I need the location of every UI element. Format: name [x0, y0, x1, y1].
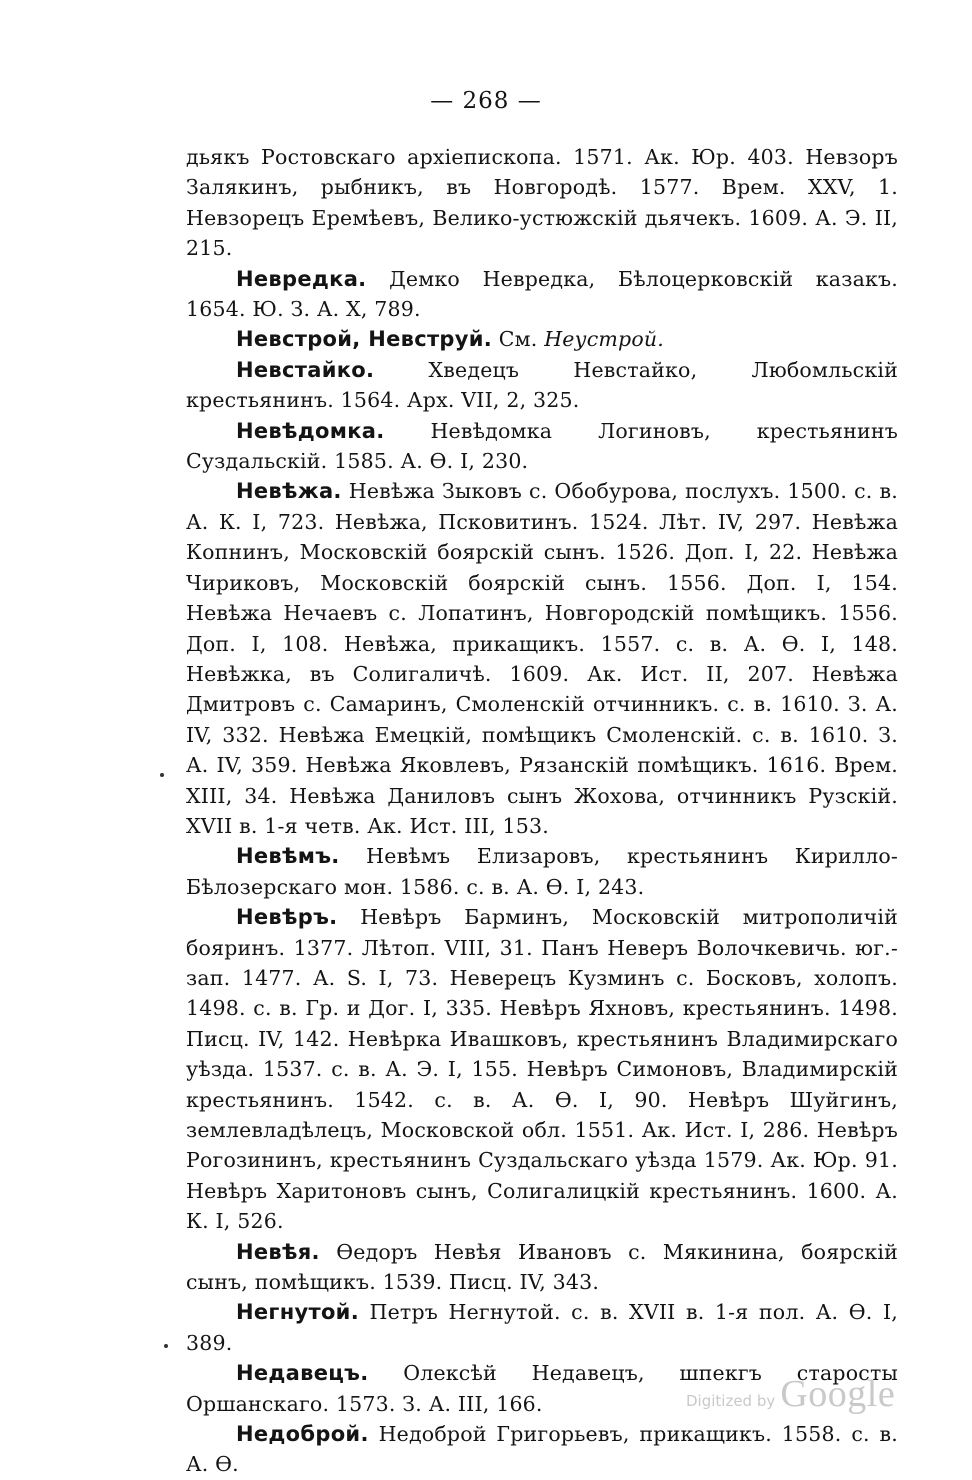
- entry-nevstroy: [186, 324, 898, 354]
- watermark-prefix: Digitized by: [686, 1392, 776, 1410]
- entry-headword: Невредка.: [236, 266, 367, 291]
- entry-headword: Невстрой, Невструй.: [236, 327, 493, 352]
- scan-speck: [160, 773, 164, 777]
- page-number: — 268 —: [430, 88, 542, 114]
- entry-continuation: [186, 142, 898, 264]
- entry-headword: Невѣдомка.: [236, 418, 385, 443]
- entry-text: Олексѣй Недавецъ, шпекгъ старосты Оршанскаго. 1573. З. А. III, 166.: [186, 1361, 899, 1416]
- entry-headword: Негнутой.: [236, 1300, 359, 1325]
- cross-reference: Неустрой.: [544, 327, 665, 352]
- entry-headword: Невѣя.: [236, 1239, 320, 1264]
- entry-nevstayko: [186, 355, 898, 416]
- entry-headword: Невѣмъ.: [236, 844, 340, 869]
- scan-speck: [164, 1344, 168, 1348]
- entry-headword: Недоброй.: [236, 1422, 369, 1447]
- google-logo: Google: [780, 1373, 896, 1415]
- entry-neveya: [186, 1237, 898, 1298]
- entry-text: См.: [498, 327, 538, 352]
- dictionary-text: [186, 142, 898, 1480]
- entry-text: Невѣръ Барминъ, Московскій митрополичій бояринъ. 1377. Лѣтоп. VIII, 31. Панъ Неверъ Волочкевичь. юг.-зап. 1477. А. S. I, 73. Неверецъ Кузминъ с. Босковъ, холопъ. 1498. с. в. Гр. и Дог. I, 335. Невѣръ Яхновъ, крестьянинъ. 1498. Писц. IV, 142. Невѣрка Ивашковъ, крестьянинъ Владимирскаго уѣзда. 1537. с. в. А. Э. I, 155. Невѣръ Симоновъ, Владимирскій крестьянинъ. 1542. с. в. А. Ѳ. I, 90. Невѣръ Шуйгинъ, землевладѣлецъ, Московской обл. 1551. Ак. Ист. I, 286. Невѣръ Рогозининъ, крестьянинъ Суздальскаго уѣзда 1579. Ак. Юр. 91. Невѣръ Харитоновъ сынъ, Солигалицкій крестьянинъ. 1600. А. К. I, 526.: [186, 905, 898, 1234]
- entry-negnutoy: [186, 1297, 898, 1358]
- entry-headword: Невѣръ.: [236, 905, 338, 930]
- entry-headword: Недавецъ.: [236, 1361, 369, 1386]
- entry-nedobroy: [186, 1419, 898, 1480]
- entry-text: Невѣжа Зыковъ с. Обобурова, послухъ. 1500. с. в. А. К. I, 723. Невѣжа, Псковитинъ. 1524. Лѣт. IV, 297. Невѣжа Копнинъ, Московскій боярскій сынъ. 1526. Доп. I, 22. Невѣжа Чириковъ, Московскій боярскій сынъ. 1556. Доп. I, 154. Невѣжа Нечаевъ с. Лопатинъ, Новгородскій помѣщикъ. 1556. Доп. I, 108. Невѣжа, прикащикъ. 1557. с. в. А. Ѳ. I, 148. Невѣжка, въ Солигаличѣ. 1609. Ак. Ист. II, 207. Невѣжа Дмитровъ с. Самаринъ, Смоленскій отчинникъ. с. в. 1610. З. А. IV, 332. Невѣжа Емецкій, помѣщикъ Смоленскій. с. в. 1610. З. А. IV, 359. Невѣжа Яковлевъ, Рязанскій помѣщикъ. 1616. Врем. XIII, 34. Невѣжа Даниловъ сынъ Жохова, отчинникъ Рузскій. XVII в. 1-я четв. Ак. Ист. III, 153.: [186, 479, 899, 838]
- entry-nevedomka: [186, 416, 898, 477]
- entry-text: Невѣмъ Елизаровъ, крестьянинъ Кирилло-Бѣлозерскаго мон. 1586. с. в. А. Ѳ. I, 243.: [186, 844, 898, 899]
- entry-text: Петръ Негнутой. с. в. XVII в. 1-я пол. А. Ѳ. I, 389.: [186, 1300, 898, 1355]
- entry-text: Невѣдомка Логиновъ, крестьянинъ Суздальскій. 1585. А. Ѳ. I, 230.: [186, 418, 898, 474]
- entry-headword: Невѣжа.: [236, 479, 342, 504]
- entry-text: Хведецъ Невстайко, Любомльскій крестьянинъ. 1564. Арх. VII, 2, 325.: [186, 357, 898, 413]
- entry-text: Недоброй Григорьевъ, прикащикъ. 1558. с. в. А. Ѳ.: [186, 1422, 898, 1477]
- entry-headword: Невстайко.: [236, 357, 375, 382]
- entry-text: дьякъ Ростовскаго архіепископа. 1571. Ак. Юр. 403. Невзоръ Залякинъ, рыбникъ, въ Новгородѣ. 1577. Врем. XXV, 1. Невзорецъ Еремѣевъ, Велико-устюжскій дьячекъ. 1609. А. Э. II, 215.: [186, 145, 898, 261]
- entry-nevezha: [186, 476, 898, 841]
- entry-text: Ѳедоръ Невѣя Ивановъ с. Мякинина, боярскій сынъ, помѣщикъ. 1539. Писц. IV, 343.: [186, 1239, 898, 1295]
- digitized-by-google-watermark: [686, 1372, 906, 1422]
- entry-never: [186, 902, 898, 1236]
- entry-text: Демко Невредка, Бѣлоцерковскій казакъ. 1654. Ю. З. А. X, 789.: [186, 266, 898, 322]
- entry-nevem: [186, 841, 898, 902]
- entry-nevredka: [186, 264, 898, 325]
